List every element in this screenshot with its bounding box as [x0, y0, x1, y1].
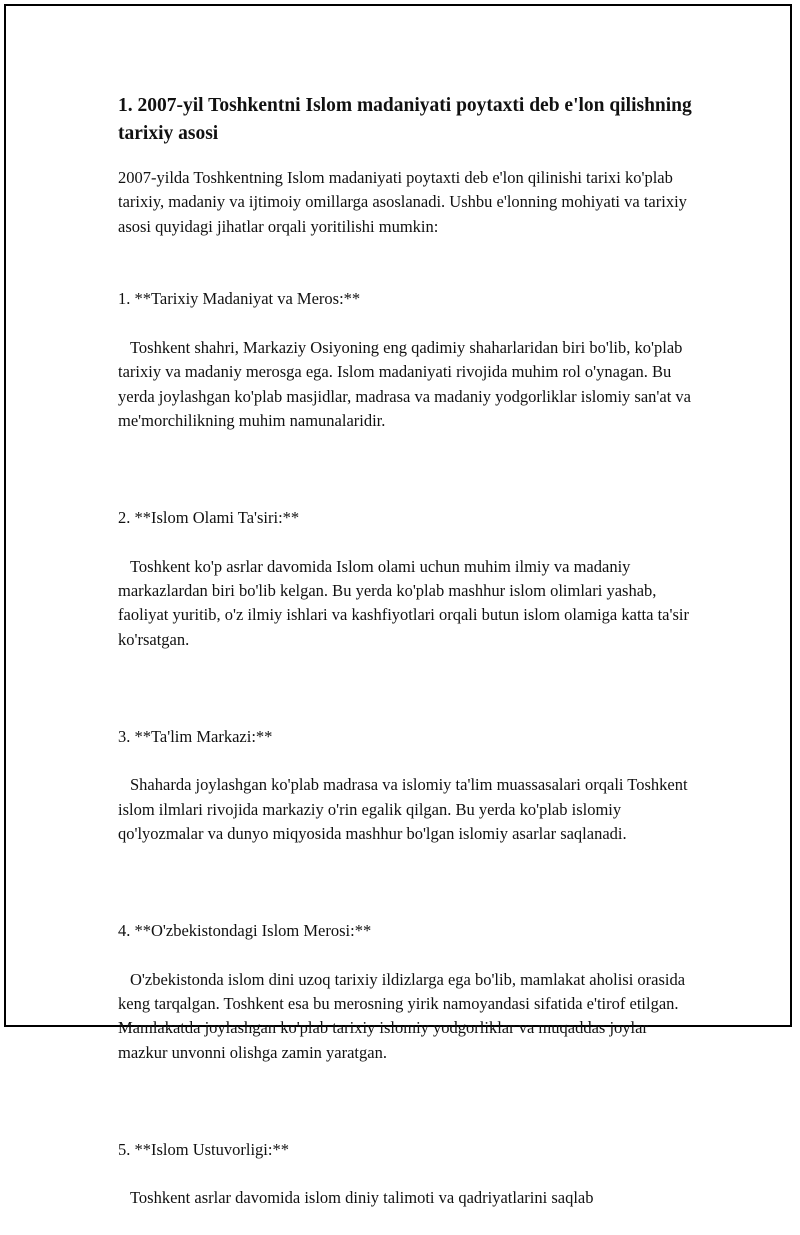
list-item-title: 1. **Tarixiy Madaniyat va Meros:** [118, 289, 361, 309]
list-item-body: Toshkent asrlar davomida islom diniy talimoti va qadriyatlarini saqlab [130, 1188, 594, 1208]
paragraph-gap [118, 458, 698, 482]
list-item [118, 701, 698, 871]
paragraph-gap [118, 676, 698, 700]
list-item [118, 895, 698, 1089]
list-item [118, 1114, 698, 1235]
list-item-title: 3. **Ta'lim Markazi:** [118, 726, 273, 746]
document-body [118, 92, 698, 1235]
list-item-body: Shaharda joylashgan ko'plab madrasa va islomiy ta'lim muassasalari orqali Toshkent islom ilmlari rivojida markaziy o'rin egalik qilgan. Bu yerda ko'plab islomiy qo'lyozmalar va dunyo miqyosida mashhur bo'lgan islomiy asarlar saqlanadi. [118, 775, 688, 844]
intro-paragraph: 2007-yilda Toshkentning Islom madaniyati poytaxti deb e'lon qilinishi tarixi ko'plab tarixiy, madaniy va ijtimoiy omillarga asoslanadi. Ushbu e'lonning mohiyati va tarixiy asosi quyidagi jihatlar orqali yoritilishi mumkin: [118, 168, 687, 236]
list-item-title: 5. **Islom Ustuvorligi:** [118, 1139, 289, 1159]
list-item-body: Toshkent shahri, Markaziy Osiyoning eng qadimiy shaharlaridan biri bo'lib, ko'plab tarixiy va madaniy merosga ega. Islom madaniyati rivojida muhim rol o'ynagan. Bu yerda joylashgan ko'plab masjidlar, madrasa va madaniy yodgorliklar islomiy san'at va me'morchilikning muhim namunalaridir. [118, 338, 692, 430]
paragraph-gap [118, 239, 698, 263]
paragraph-gap [118, 871, 698, 895]
list-item-title: 4. **O'zbekistondagi Islom Merosi:** [118, 921, 372, 941]
list-item-body: O'zbekistonda islom dini uzoq tarixiy ildizlarga ega bo'lib, mamlakat aholisi orasida keng tarqalgan. Toshkent esa bu merosning yirik namoyandasi sifatida e'tirof etilgan. Mamlakatda joylashgan ko'plab tarixiy islomiy yodgorliklar va muqaddas joylar mazkur unvonni olishga zamin yaratgan. [118, 969, 686, 1062]
list-item [118, 263, 698, 457]
list-item [118, 482, 698, 676]
list-item-body: Toshkent ko'p asrlar davomida Islom olami uchun muhim ilmiy va madaniy markazlardan biri bo'lib kelgan. Bu yerda ko'plab mashhur islom olimlari yashab, faoliyat yuritib, o'z ilmiy ishlari va kashfiyotlari orqali butun islom olamiga katta ta'sir ko'rsatgan. [118, 556, 689, 649]
list-item-title: 2. **Islom Olami Ta'siri:** [118, 508, 300, 528]
document-heading: 1. 2007-yil Toshkentni Islom madaniyati poytaxti deb e'lon qilishning tarixiy asosi [118, 95, 692, 144]
paragraph-gap [118, 1089, 698, 1113]
